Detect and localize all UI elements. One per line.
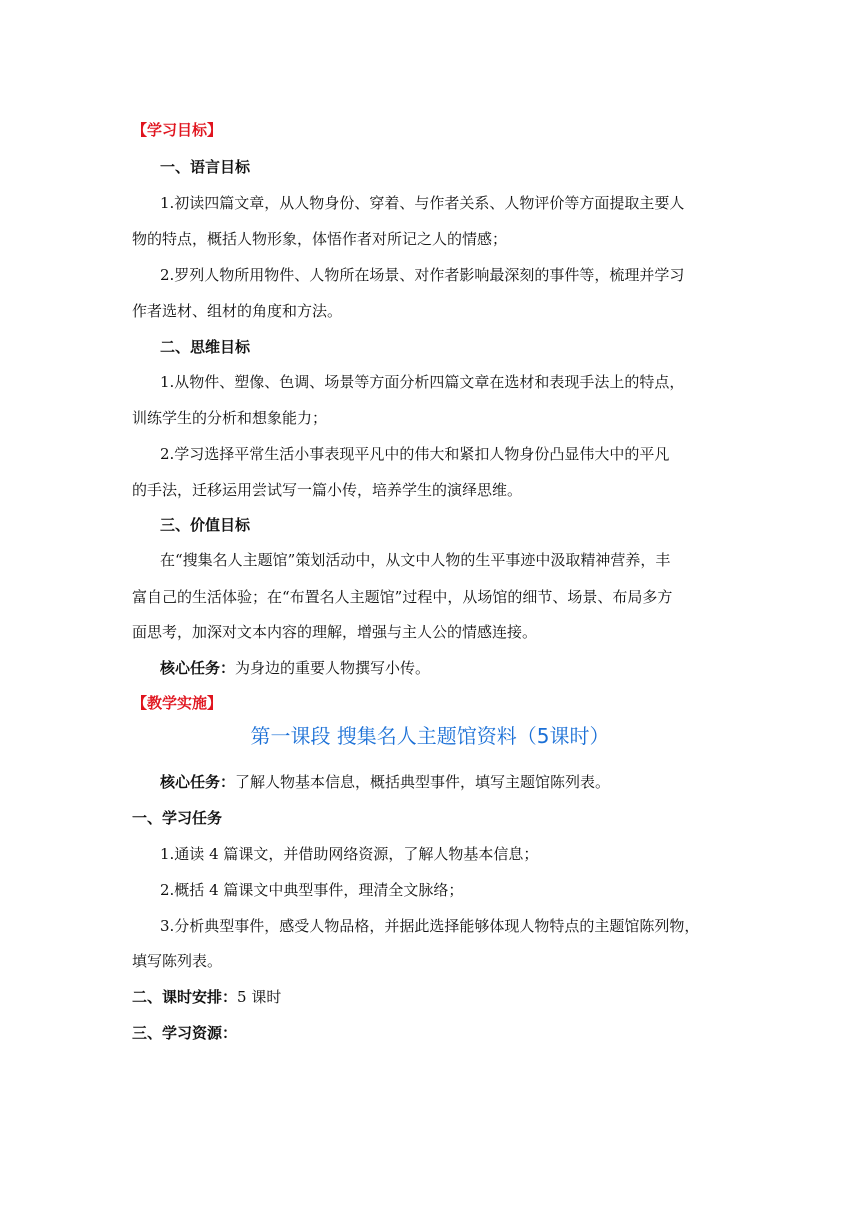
value-para-line2: 富自己的生活体验；在“布置名人主题馆”过程中，从场馆的细节、场景、布局多方 — [132, 588, 673, 606]
schedule-label: 二、课时安排： — [132, 988, 238, 1006]
learning-goals-heading: 【学习目标】 — [132, 121, 223, 139]
task-item1: 1.通读 4 篇课文，并借助网络资源，了解人物基本信息； — [160, 845, 539, 863]
language-item2-line2: 作者选材、组材的角度和方法。 — [132, 302, 343, 320]
tasks-title: 一、学习任务 — [132, 809, 223, 827]
language-item1-line2: 物的特点，概括人物形象，体悟作者对所记之人的情感； — [132, 230, 508, 248]
language-item2-line1: 2.罗列人物所用物件、人物所在场景、对作者影响最深刻的事件等，梳理并学习 — [160, 266, 685, 284]
stage-core-task-label: 核心任务： — [160, 773, 236, 791]
schedule-value: 5 课时 — [237, 988, 282, 1006]
thinking-item2-line2: 的手法，迁移运用尝试写一篇小传，培养学生的演绎思维。 — [132, 481, 523, 499]
task-item3-line1: 3.分析典型事件，感受人物品格，并据此选择能够体现人物特点的主题馆陈列物， — [160, 917, 700, 935]
value-para-line1: 在“搜集名人主题馆”策划活动中，从文中人物的生平事迹中汲取精神营养，丰 — [160, 551, 671, 569]
stage-core-task-text: 了解人物基本信息，概括典型事件，填写主题馆陈列表。 — [235, 773, 611, 791]
value-para-line3: 面思考，加深对文本内容的理解，增强与主人公的情感连接。 — [132, 623, 538, 641]
teaching-heading: 【教学实施】 — [132, 694, 223, 712]
goals-core-task-label: 核心任务： — [160, 659, 236, 677]
thinking-item1-line2: 训练学生的分析和想象能力； — [132, 409, 328, 427]
thinking-item1-line1: 1.从物件、塑像、色调、场景等方面分析四篇文章在选材和表现手法上的特点， — [160, 373, 685, 391]
value-goals-title: 三、价值目标 — [160, 516, 251, 534]
goals-core-task — [160, 658, 430, 678]
stage-title: 第一课段 搜集名人主题馆资料（5课时） — [250, 724, 610, 748]
language-item1-line1: 1.初读四篇文章，从人物身份、穿着、与作者关系、人物评价等方面提取主要人 — [160, 194, 685, 212]
goals-core-task-text: 为身边的重要人物撰写小传。 — [235, 659, 431, 677]
thinking-item2-line1: 2.学习选择平常生活小事表现平凡中的伟大和紧扣人物身份凸显伟大中的平凡 — [160, 445, 670, 463]
resources-label: 三、学习资源： — [132, 1024, 238, 1042]
thinking-goals-title: 二、思维目标 — [160, 338, 251, 356]
stage-core-task — [160, 772, 610, 792]
language-goals-title: 一、语言目标 — [160, 158, 251, 176]
schedule — [132, 987, 281, 1007]
task-item3-line2: 填写陈列表。 — [132, 952, 223, 970]
task-item2: 2.概括 4 篇课文中典型事件，理清全文脉络； — [160, 881, 464, 899]
